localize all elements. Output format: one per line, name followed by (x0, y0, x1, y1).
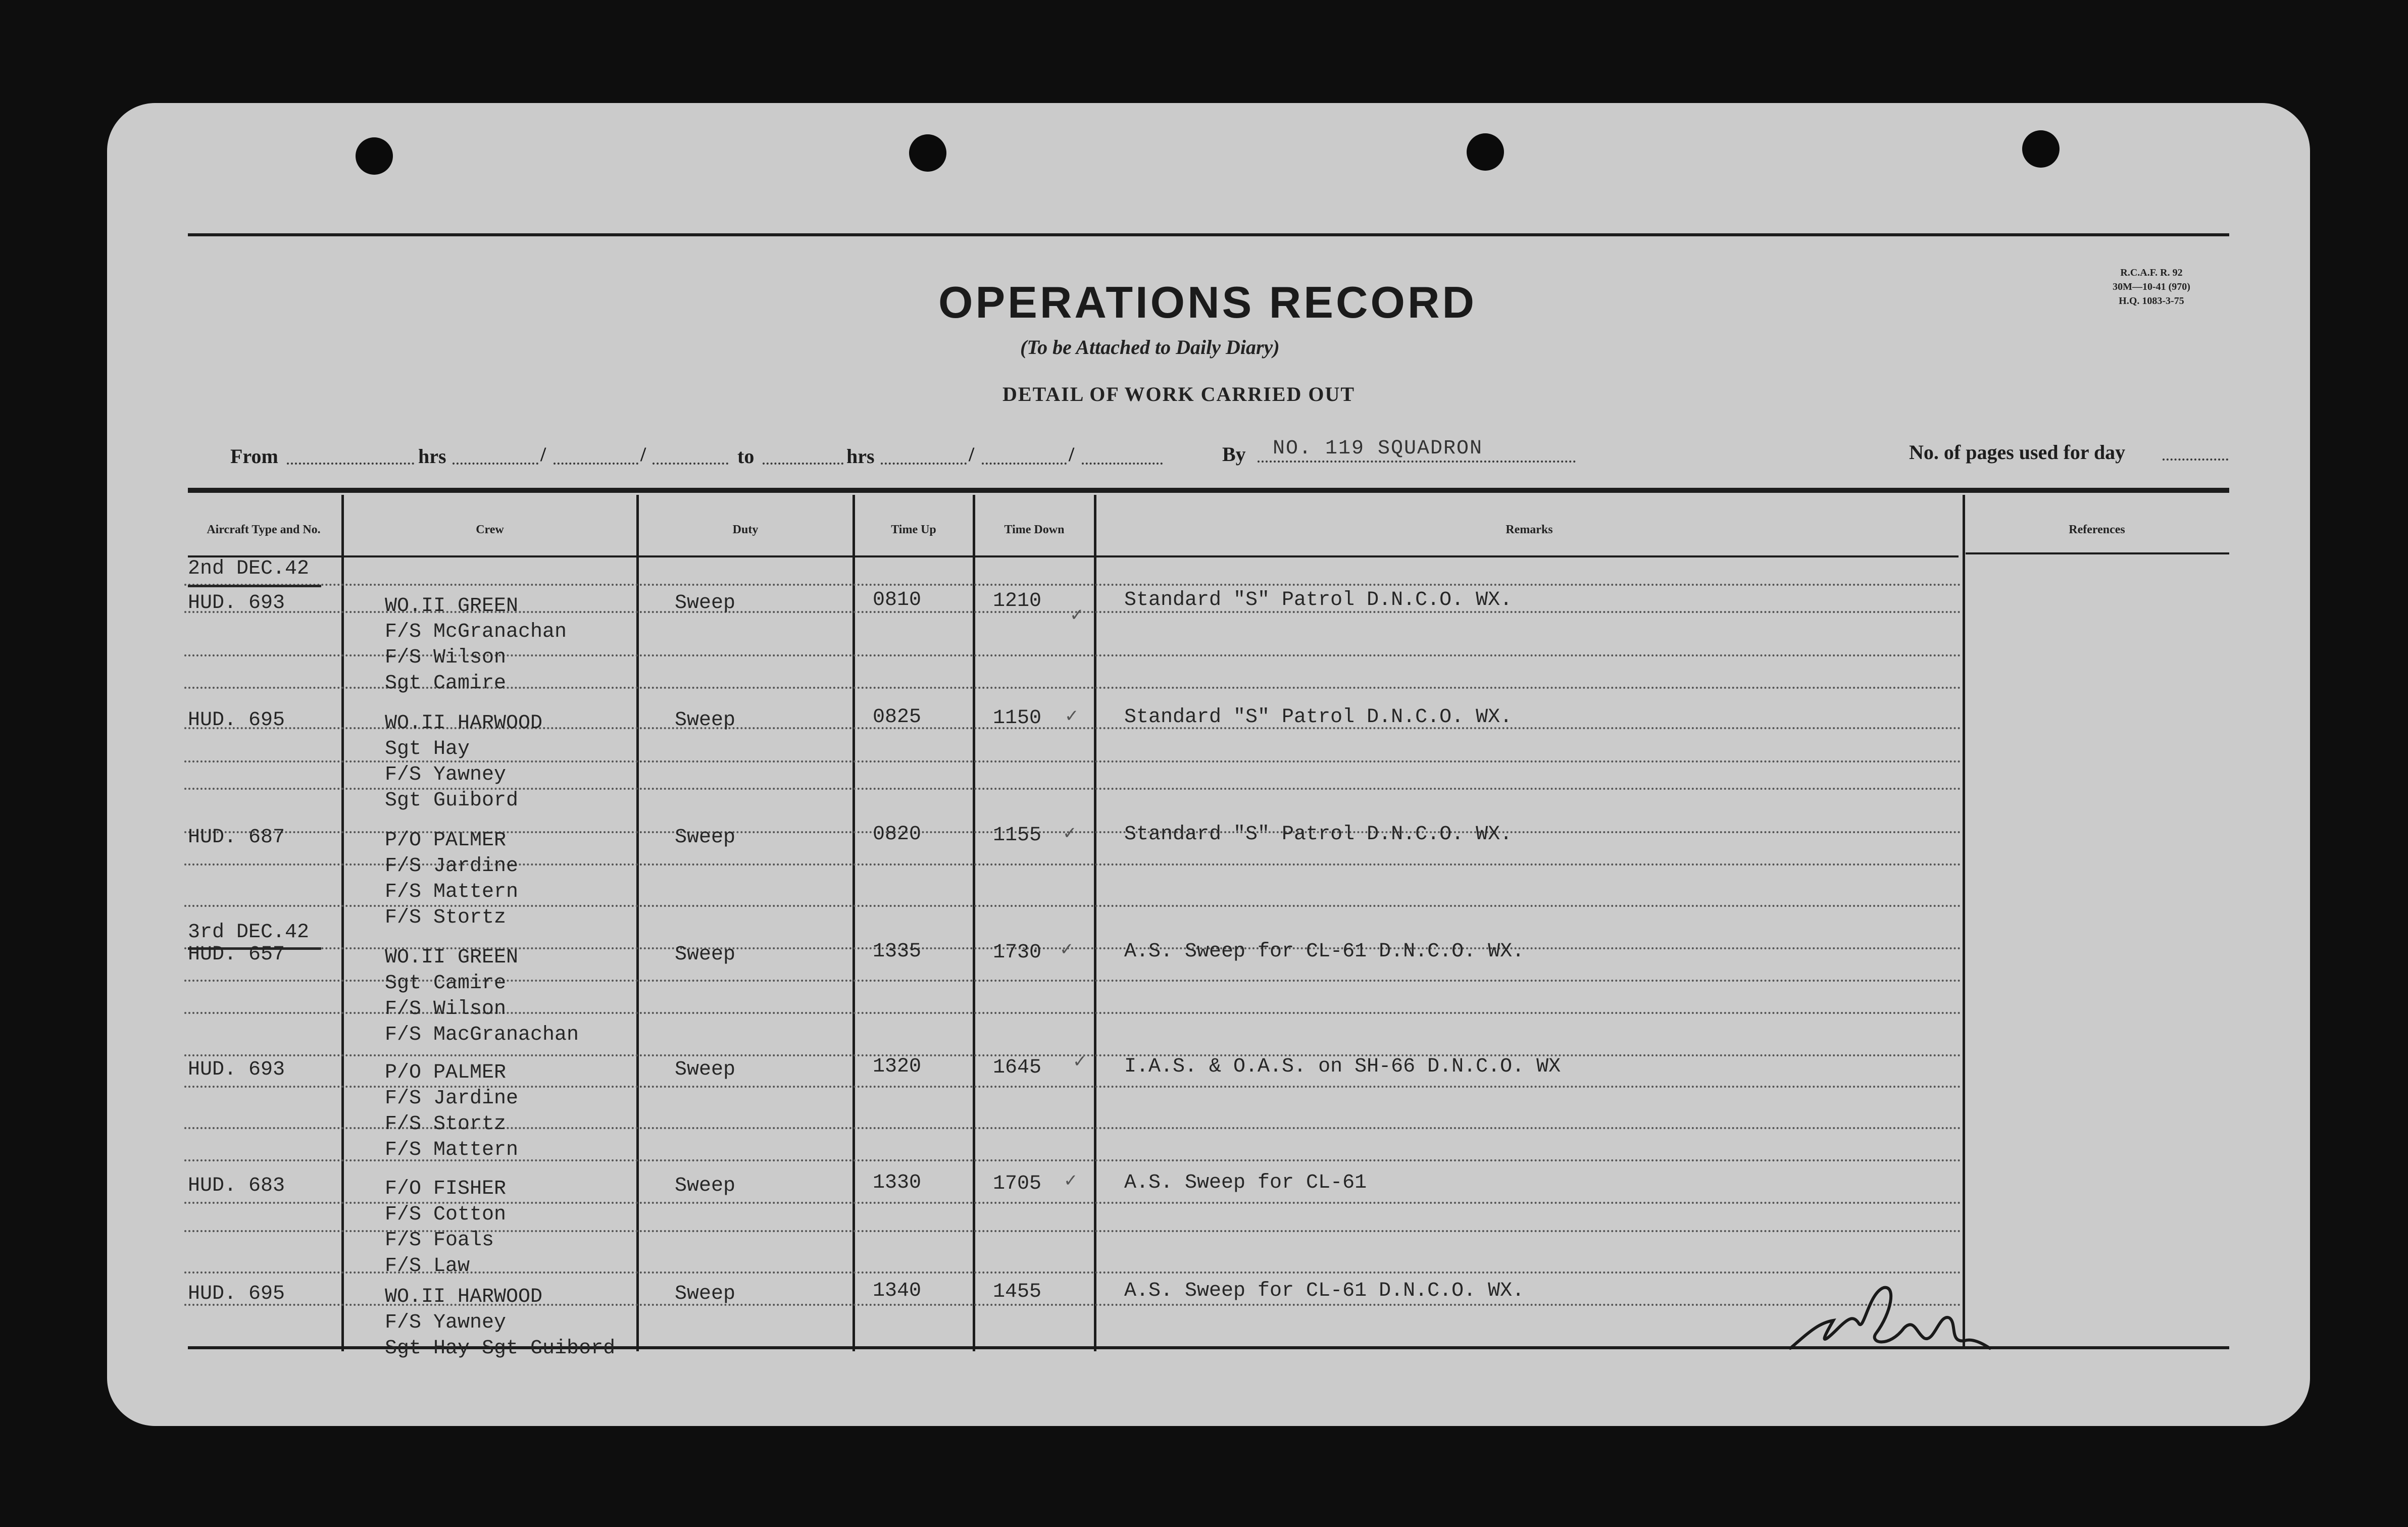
time-down-entry: 1155 (993, 824, 1042, 847)
to-date-field (982, 463, 1067, 465)
ruled-line (184, 760, 1962, 762)
form-reference-line: 30M—10-41 (970) (2113, 281, 2190, 292)
crew-member: P/O PALMER (385, 1061, 507, 1084)
slash: / (540, 443, 546, 466)
check-mark: ✓ (1060, 940, 1074, 959)
punch-hole (2022, 130, 2060, 168)
from-field (287, 463, 414, 465)
punch-hole (909, 134, 946, 172)
time-up-entry: 0810 (873, 589, 922, 612)
time-down-entry: 1730 (993, 941, 1042, 964)
crew-member: F/S Mattern (385, 881, 519, 903)
to-field (763, 463, 843, 465)
column-divider (852, 495, 855, 1351)
time-up-entry: 1335 (873, 940, 922, 963)
time-down-entry: 1645 (993, 1056, 1042, 1079)
aircraft-id: HUD. 693 (188, 592, 285, 615)
remarks-entry: Standard "S" Patrol D.N.C.O. WX. (1124, 589, 1513, 612)
date-header: 3rd DEC.42 (188, 921, 310, 944)
aircraft-id: HUD. 683 (188, 1175, 285, 1197)
crew-member: Sgt Guibord (385, 789, 519, 812)
time-down-entry: 1210 (993, 590, 1042, 613)
crew-member: WO.II GREEN (385, 595, 519, 618)
crew-member: F/O FISHER (385, 1178, 507, 1200)
crew-member: Sgt Camire (385, 972, 507, 995)
duty-entry: Sweep (675, 1058, 736, 1081)
page-subtitle: (To be Attached to Daily Diary) (1020, 336, 1280, 359)
column-header-remarks: Remarks (1506, 523, 1553, 536)
crew-member: Sgt Hay Sgt Guibord (385, 1337, 616, 1360)
check-mark: ✓ (1063, 824, 1077, 843)
crew-member: Sgt Camire (385, 672, 507, 695)
from-date-field (653, 463, 728, 465)
crew-member: F/S Wilson (385, 646, 507, 669)
column-header-aircraft: Aircraft Type and No. (207, 523, 321, 536)
crew-member: F/S Mattern (385, 1139, 519, 1161)
date-underline (188, 585, 321, 587)
aircraft-id: HUD. 695 (188, 709, 285, 732)
time-down-entry: 1705 (993, 1173, 1042, 1195)
ruled-line (184, 584, 1962, 586)
crew-member: F/S Foals (385, 1229, 494, 1252)
references-header-rule (1966, 552, 2229, 554)
remarks-entry: A.S. Sweep for CL-61 D.N.C.O. WX. (1124, 1280, 1525, 1302)
header-bottom-rule (188, 555, 1959, 557)
time-down-entry: 1150 (993, 707, 1042, 730)
by-label: By (1222, 443, 1246, 466)
aircraft-id: HUD. 693 (188, 1058, 285, 1081)
crew-member: WO.II HARWOOD (385, 1286, 543, 1308)
crew-member: F/S Cotton (385, 1203, 507, 1226)
form-reference-line: H.Q. 1083-3-75 (2119, 295, 2184, 307)
remarks-entry: A.S. Sweep for CL-61 D.N.C.O. WX. (1124, 940, 1525, 963)
crew-member: F/S Stortz (385, 1113, 507, 1136)
remarks-entry: A.S. Sweep for CL-61 (1124, 1172, 1367, 1194)
column-header-time-up: Time Up (891, 523, 936, 536)
time-up-entry: 0820 (873, 823, 922, 846)
time-up-entry: 1340 (873, 1280, 922, 1302)
punch-hole (356, 137, 393, 175)
remarks-entry: I.A.S. & O.A.S. on SH-66 D.N.C.O. WX (1124, 1055, 1561, 1078)
slash: / (969, 443, 975, 466)
aircraft-id: HUD. 657 (188, 943, 285, 966)
time-down-entry: 1455 (993, 1281, 1042, 1303)
check-mark: ✓ (1064, 1171, 1078, 1190)
column-header-crew: Crew (476, 523, 504, 536)
time-up-entry: 1330 (873, 1172, 922, 1194)
table-top-rule (188, 488, 2229, 493)
signature (1788, 1272, 2000, 1363)
crew-member: Sgt Hay (385, 738, 470, 760)
column-divider (636, 495, 639, 1351)
from-date-field (453, 463, 538, 465)
hrs-label: hrs (846, 445, 875, 468)
crew-member: F/S Law (385, 1255, 470, 1278)
aircraft-id: HUD. 695 (188, 1283, 285, 1305)
time-up-entry: 1320 (873, 1055, 922, 1078)
squadron-field (1258, 461, 1576, 463)
crew-member: WO.II HARWOOD (385, 712, 543, 735)
duty-entry: Sweep (675, 943, 736, 966)
crew-member: F/S MacGranachan (385, 1024, 579, 1046)
aircraft-id: HUD. 687 (188, 826, 285, 849)
remarks-entry: Standard "S" Patrol D.N.C.O. WX. (1124, 823, 1513, 846)
column-divider (1094, 495, 1096, 1351)
page-title: OPERATIONS RECORD (938, 277, 1477, 327)
column-header-references: References (2069, 523, 2125, 536)
crew-member: F/S Wilson (385, 998, 507, 1021)
slash: / (640, 443, 646, 466)
slash: / (1069, 443, 1075, 466)
section-heading: DETAIL OF WORK CARRIED OUT (1002, 383, 1356, 405)
form-reference-line: R.C.A.F. R. 92 (2120, 267, 2183, 278)
check-mark: ✓ (1073, 1052, 1087, 1071)
crew-member: F/S Yawney (385, 764, 507, 786)
column-divider (341, 495, 344, 1351)
column-header-duty: Duty (732, 523, 759, 536)
crew-member: P/O PALMER (385, 829, 507, 852)
duty-entry: Sweep (675, 709, 736, 732)
hrs-label: hrs (418, 445, 446, 468)
crew-member: WO.II GREEN (385, 946, 519, 969)
crew-member: F/S Jardine (385, 855, 519, 878)
to-date-field (881, 463, 967, 465)
column-divider (973, 495, 975, 1351)
from-date-field (554, 463, 638, 465)
duty-entry: Sweep (675, 1283, 736, 1305)
crew-member: F/S Jardine (385, 1087, 519, 1110)
check-mark: ✓ (1065, 706, 1079, 726)
duty-entry: Sweep (675, 1175, 736, 1197)
date-header: 2nd DEC.42 (188, 557, 310, 580)
time-up-entry: 0825 (873, 706, 922, 729)
from-label: From (230, 445, 278, 468)
column-header-time-down: Time Down (1004, 523, 1065, 536)
to-label: to (737, 445, 755, 468)
pages-field (2163, 459, 2228, 461)
duty-entry: Sweep (675, 592, 736, 615)
crew-member: F/S McGranachan (385, 621, 567, 643)
crew-member: F/S Yawney (385, 1311, 507, 1334)
squadron-entry: NO. 119 SQUADRON (1273, 437, 1483, 460)
remarks-entry: Standard "S" Patrol D.N.C.O. WX. (1124, 706, 1513, 729)
duty-entry: Sweep (675, 826, 736, 849)
to-date-field (1082, 463, 1163, 465)
top-rule (188, 233, 2229, 236)
pages-label: No. of pages used for day (1909, 441, 2126, 464)
crew-member: F/S Stortz (385, 906, 507, 929)
form-reference (2081, 266, 2222, 308)
punch-hole (1467, 133, 1504, 171)
check-mark: ✓ (1070, 605, 1084, 625)
column-divider (1963, 495, 1965, 1348)
